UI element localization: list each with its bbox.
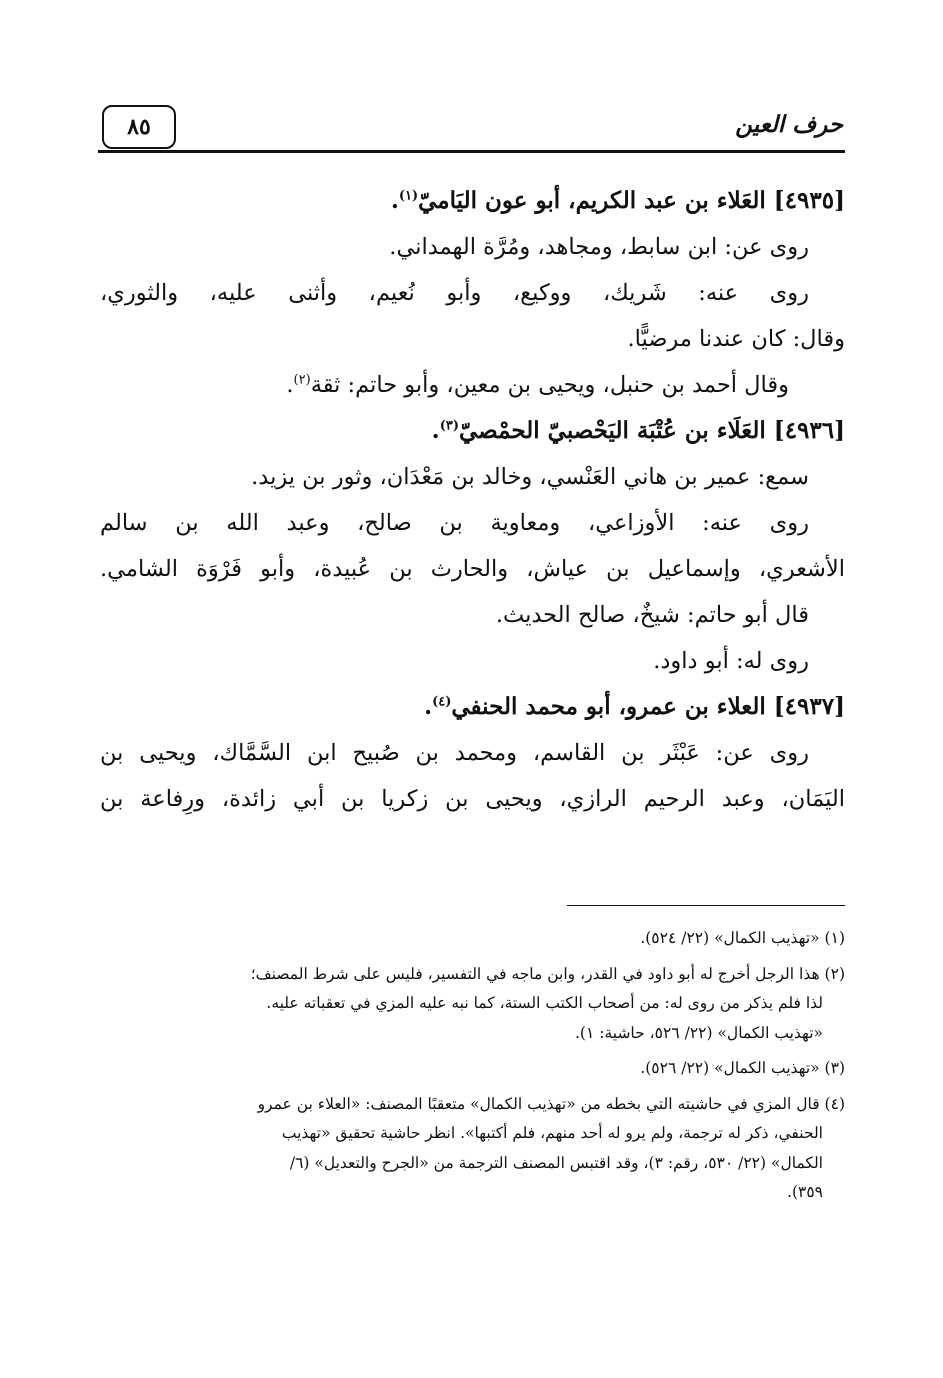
footnote-3: (٣) «تهذيب الكمال» (٢٢/ ٥٢٦).	[640, 1059, 845, 1077]
entry-line: روى عن: عَبْثَر بن القاسم، ومحمد بن صُبيح ابن السَّمَّاك، ويحيى بن	[100, 740, 809, 766]
footnotes	[100, 924, 845, 1208]
entry-line: الأشعري، وإسماعيل بن عياش، والحارث بن عُبيدة، وأبو فَرْوَة الشامي.	[100, 556, 845, 582]
footnote-4-cont: الحنفي، ذكر له ترجمة، ولم يرو له أحد منهم، فلم أكتبها». انظر حاشية تحقيق «تهذيب	[281, 1124, 823, 1142]
entry-line: روى له: أبو داود.	[653, 648, 809, 674]
entry-line-text: وقال أحمد بن حنبل، ويحيى بن معين، وأبو حاتم: ثقة	[310, 372, 789, 398]
entry-line: روى عنه: شَريك، ووكيع، وأبو نُعيم، وأثنى عليه، والثوري،	[100, 280, 809, 306]
entry-title-4937: [٤٩٣٧] العلاء بن عمرو، أبو محمد الحنفي$^{(٤)}$.	[424, 693, 845, 720]
entry-title-text: [٤٩٣٦] العَلَاء بن عُتْبَة اليَحْصبيّ الحمْصيّ	[458, 417, 845, 444]
footnote-4-cont: ٣٥٩).	[787, 1183, 823, 1201]
entry-line: قال أبو حاتم: شيخٌ، صالح الحديث.	[495, 602, 809, 628]
footnote-2-cont: «تهذيب الكمال» (٢٢/ ٥٢٦، حاشية: ١).	[575, 1023, 823, 1042]
footnote-separator	[567, 905, 845, 906]
page-number: ٨٥	[127, 114, 151, 140]
page-header	[98, 103, 845, 155]
main-text	[100, 178, 845, 822]
footnote-ref: (٤)	[432, 694, 452, 710]
entry-line: وقال: كان عندنا مرضيًّا.	[627, 326, 845, 352]
page-number-box	[102, 105, 176, 149]
entry-title-4935: [٤٩٣٥] العَلاء بن عبد الكريم، أبو عون اليَاميّ$^{(١)}$.	[390, 187, 845, 214]
footnote-ref: (٢)	[293, 372, 311, 388]
entry-line: اليَمَان، وعبد الرحيم الرازي، ويحيى بن زكريا بن أبي زائدة، ورِفاعة بن	[100, 786, 845, 812]
footnote-2-cont: لذا فلم يذكر من روى له: من أصحاب الكتب الستة، كما نبه عليه المزي في تعقباته عليه.	[266, 994, 823, 1012]
entry-line: وقال أحمد بن حنبل، ويحيى بن معين، وأبو حاتم: ثقة$^{(٢)}$.	[286, 372, 789, 398]
entry-line: سمع: عمير بن هاني العَنْسي، وخالد بن مَعْدَان، وثور بن يزيد.	[251, 464, 809, 490]
footnote-4: (٤) قال المزي في حاشيته التي بخطه من «تهذيب الكمال» متعقبًا المصنف: «العلاء بن عمرو	[257, 1094, 845, 1113]
header-rule	[98, 150, 845, 153]
footnote-2: (٢) هذا الرجل أخرج له أبو داود في القدر، وابن ماجه في التفسير، فليس على شرط المصنف؛	[250, 964, 845, 983]
entry-title-4936: [٤٩٣٦] العَلَاء بن عُتْبَة اليَحْصبيّ الحمْصيّ$^{(٣)}$.	[431, 417, 845, 444]
footnote-ref: (١)	[398, 188, 419, 204]
entry-line: روى عن: ابن سابط، ومجاهد، ومُرَّة الهمداني.	[389, 234, 809, 260]
footnote-ref: (٣)	[439, 418, 459, 434]
running-title: حرف العين	[735, 111, 843, 138]
entry-line: روى عنه: الأوزاعي، ومعاوية بن صالح، وعبد الله بن سالم	[100, 510, 809, 536]
entry-title-text: [٤٩٣٥] العَلاء بن عبد الكريم، أبو عون اليَاميّ	[418, 187, 845, 214]
footnote-1: (١) «تهذيب الكمال» (٢٢/ ٥٢٤).	[640, 929, 845, 947]
footnote-4-cont: الكمال» (٢٢/ ٥٣٠، رقم: ٣)، وقد اقتبس المصنف الترجمة من «الجرح والتعديل» (٦/	[289, 1153, 823, 1172]
entry-title-text: [٤٩٣٧] العلاء بن عمرو، أبو محمد الحنفي	[451, 693, 845, 720]
